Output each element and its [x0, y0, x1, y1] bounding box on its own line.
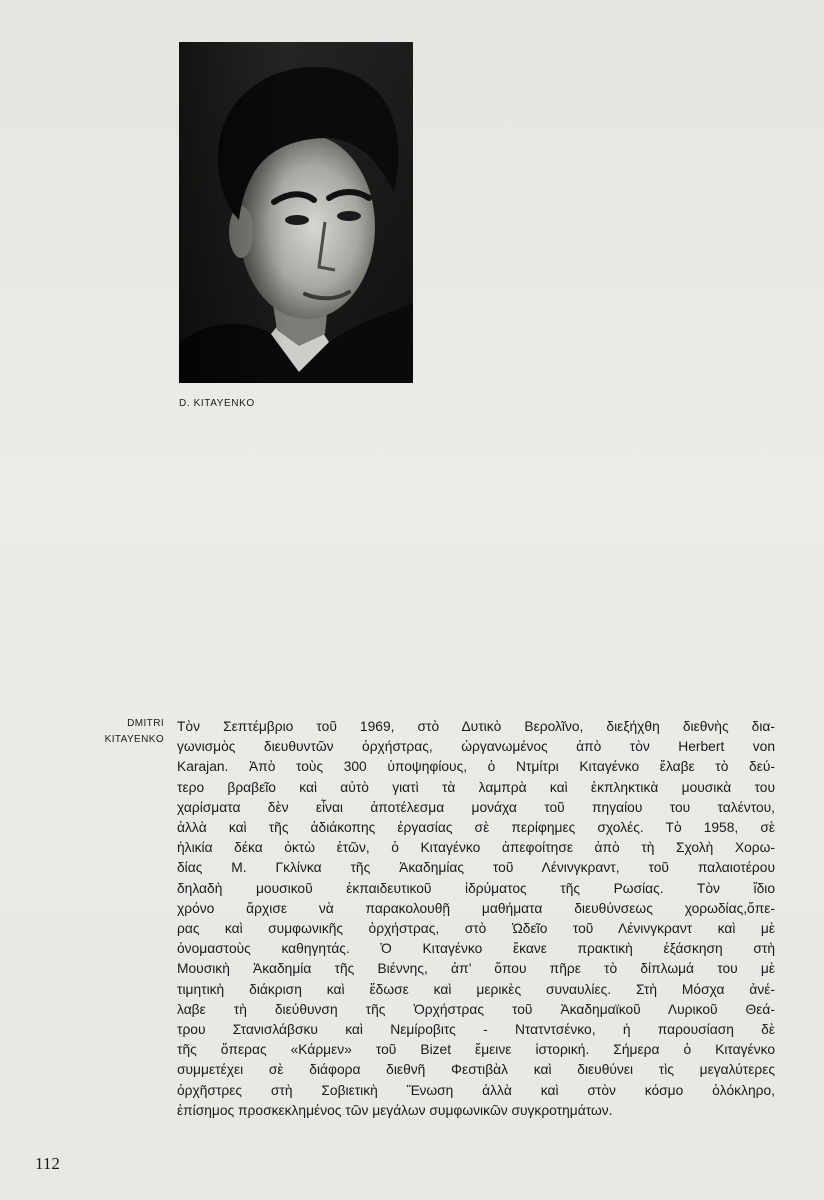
text-line: δηλαδὴ μουσικοῦ ἐκπαιδευτικοῦ ἱδρύματος τῆς Ρωσίας. Τὸν ἴδιο [177, 880, 775, 896]
text-line: χαρίσματα δὲν εἶναι ἀποτέλεσμα μονάχα τοῦ πηγαίου του ταλέντου, [177, 799, 775, 815]
text-line: ρας καὶ συμφωνικῆς ὀρχήστρας, στὸ Ὠδεῖο τοῦ Λένινγκραντ καὶ μὲ [177, 921, 775, 937]
text-line: Karajan. Ἀπὸ τοὺς 300 ὑποψηφίους, ὁ Ντμίτρι Κιταγένκο ἔλαβε τὸ δεύ- [177, 759, 775, 775]
photo-caption: D. KITAYENKO [179, 398, 255, 409]
text-line: Τὸν Σεπτέμβριο τοῦ 1969, στὸ Δυτικὸ Βερολῖνο, διεξήχθη διεθνὴς δια- [177, 719, 775, 734]
text-line: τρου Στανισλάβσκυ καὶ Νεμίροβιτς - Ντατντσένκο, ἡ παρουσίαση δὲ [177, 1022, 775, 1038]
portrait-photo [179, 42, 413, 383]
side-name-first: DMITRI [127, 718, 164, 729]
text-line: ἡλικία δέκα ὀκτὼ ἐτῶν, ὁ Κιταγένκο ἀπεφοίτησε ἀπὸ τὴ Σχολὴ Χορω- [177, 840, 775, 856]
text-line: δίας Μ. Γκλίνκα τῆς Ἀκαδημίας τοῦ Λένινγκραντ, τοῦ παλαιοτέρου [177, 860, 775, 876]
text-line: ὀρχῆστρες στὴ Σοβιετικὴ Ἕνωση ἀλλὰ καὶ στὸν κόσμο ὁλόκληρο, [177, 1082, 775, 1098]
text-line: ὀνομαστοὺς καθηγητάς. Ὁ Κιταγένκο ἔκανε πρακτικὴ ἐξάσκηση στὴ [177, 941, 775, 957]
biography-paragraph [177, 717, 775, 1121]
portrait-image [179, 42, 413, 383]
text-line: χρόνο ἄρχισε νὰ παρακολουθῇ μαθήματα διευθύνσεως χορωδίας,ὄπε- [177, 900, 775, 916]
page-number: 112 [35, 1154, 60, 1173]
text-line: συμμετέχει σὲ διάφορα διεθνῆ Φεστιβὰλ καὶ διευθύνει τὶς μεγαλύτερες [177, 1062, 775, 1078]
text-line: λαβε τὴ διεύθυνση τῆς Ὀρχήστρας τοῦ Ἀκαδημαϊκοῦ Λυρικοῦ Θεά- [177, 1001, 775, 1017]
text-line: γωνισμὸς διευθυντῶν ὀρχήστρας, ὠργανωμένος ἀπὸ τὸν Herbert von [177, 739, 775, 755]
side-name-last: KITAYENKO [104, 734, 164, 745]
text-line: Μουσικὴ Ἀκαδημία τῆς Βιέννης, ἀπ’ ὅπου πῆρε τὸ δίπλωμά του μὲ [177, 961, 775, 977]
side-author-name [86, 716, 164, 748]
text-line: ἀλλὰ καὶ τῆς ἀδιάκοπης ἐργασίας σὲ περίφημες σχολές. Τὸ 1958, σὲ [177, 820, 775, 836]
text-line: τιμητικὴ διάκριση καὶ ἔδωσε καὶ μερικὲς συναυλίες. Στὴ Μόσχα ἀνέ- [177, 981, 775, 997]
text-line: τῆς ὄπερας «Κάρμεν» τοῦ Bizet ἔμεινε ἱστορική. Σήμερα ὁ Κιταγένκο [177, 1042, 775, 1058]
text-line: τερο βραβεῖο καὶ αὐτὸ γιατὶ τὰ λαμπρὰ καὶ ἐκπληκτικὰ μουσικὰ του [177, 779, 775, 795]
text-line: ἐπίσημος προσκεκλημένος τῶν μεγάλων συμφωνικῶν συγκροτημάτων. [177, 1102, 613, 1118]
